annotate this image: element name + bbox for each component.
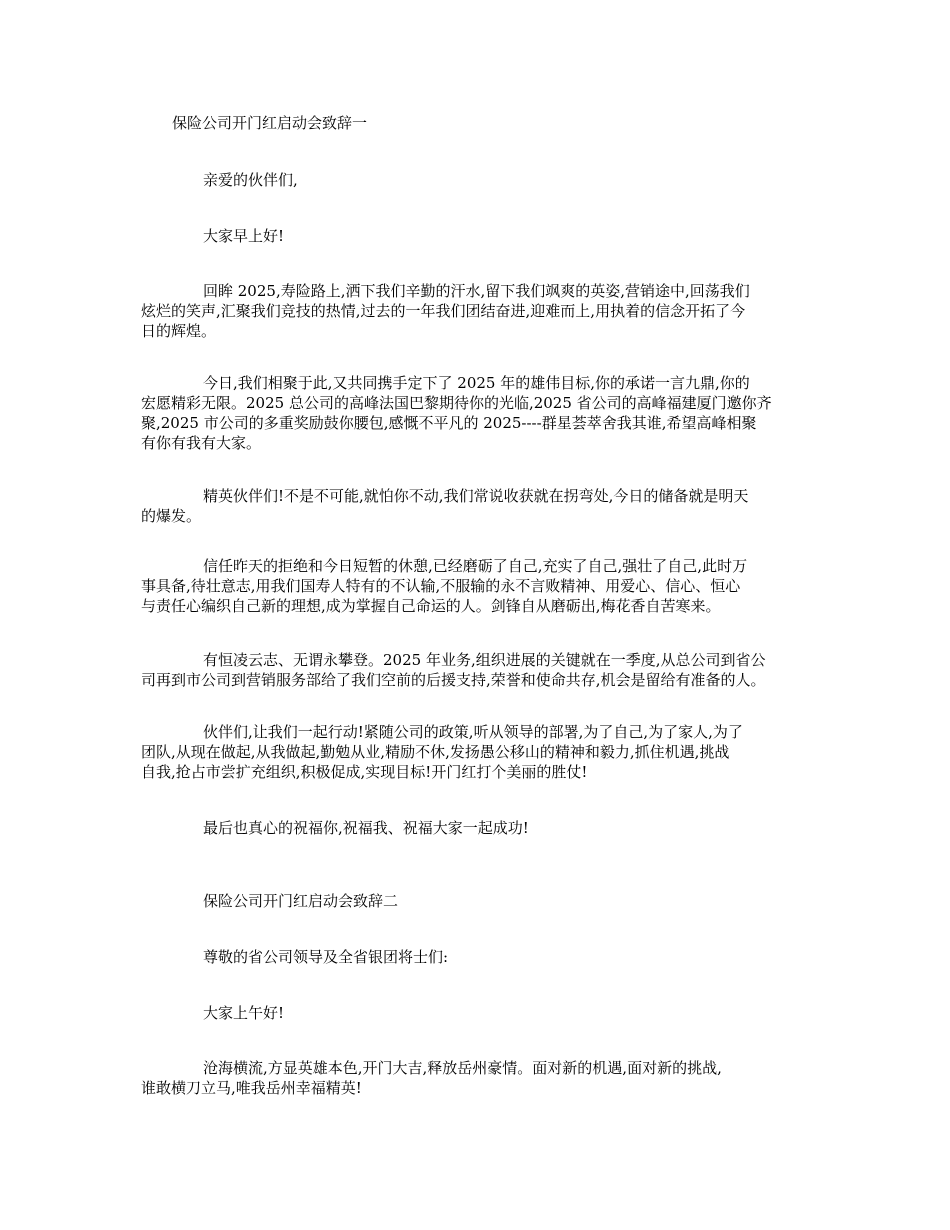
paragraph-trust xyxy=(141,556,821,616)
paragraph-line: 回眸 2025,寿险路上,洒下我们辛勤的汗水,留下我们飒爽的英姿,营销途中,回荡我们 xyxy=(203,282,750,300)
paragraph-heroes xyxy=(141,1058,821,1098)
paragraph-line: 宏愿精彩无限。2025 总公司的高峰法国巴黎期待你的光临,2025 省公司的高峰福建厦门邀你齐 xyxy=(141,394,772,412)
paragraph-line: 与责任心编织自己新的理想,成为掌握自己命运的人。剑锋自从磨砺出,梅花香自苦寒来。 xyxy=(141,597,721,615)
paragraph-ambition xyxy=(141,650,821,690)
closing-blessing: 最后也真心的祝福你,祝福我、祝福大家一起成功! xyxy=(203,819,529,837)
paragraph-line: 司再到市公司到营销服务部给了我们空前的后援支持,荣誉和使命共存,机会是留给有准备的人。 xyxy=(141,671,766,689)
paragraph-line: 炫烂的笑声,汇聚我们竞技的热情,过去的一年我们团结奋进,迎难而上,用执着的信念开拓了今 xyxy=(141,302,746,320)
paragraph-line: 聚,2025 市公司的多重奖励鼓你腰包,感慨不平凡的 2025----群星荟萃舍我其谁,希望高峰相聚 xyxy=(141,414,757,432)
paragraph-elite-partners xyxy=(141,486,821,526)
paragraph-line: 伙伴们,让我们一起行动!紧随公司的政策,听从领导的部署,为了自己,为了家人,为了 xyxy=(203,723,743,741)
paragraph-line: 精英伙伴们!不是不可能,就怕你不动,我们常说收获就在拐弯处,今日的储备就是明天 xyxy=(203,487,749,505)
morning-greeting: 大家上午好! xyxy=(203,1004,285,1022)
greeting-text: 亲爱的伙伴们, xyxy=(203,171,298,189)
morning-greeting: 大家早上好! xyxy=(203,227,285,245)
paragraph-goals xyxy=(141,373,821,453)
paragraph-line: 沧海横流,方显英雄本色,开门大吉,释放岳州豪情。面对新的机遇,面对新的挑战, xyxy=(203,1059,722,1077)
paragraph-line: 自我,抢占市尝扩充组织,积极促成,实现目标!开门红打个美丽的胜仗! xyxy=(141,763,588,781)
greeting-text: 尊敬的省公司领导及全省银团将士们: xyxy=(203,948,449,966)
paragraph-review xyxy=(141,281,821,341)
speech-one-title: 保险公司开门红启动会致辞一 xyxy=(172,114,368,132)
paragraph-line: 今日,我们相聚于此,又共同携手定下了 2025 年的雄伟目标,你的承诺一言九鼎,你的 xyxy=(203,374,750,392)
paragraph-line: 信任昨天的拒绝和今日短暂的休憩,已经磨砺了自己,充实了自己,强壮了自己,此时万 xyxy=(203,557,748,575)
paragraph-line: 谁敢横刀立马,唯我岳州幸福精英! xyxy=(141,1079,362,1097)
paragraph-line: 日的辉煌。 xyxy=(141,322,217,340)
paragraph-action xyxy=(141,722,821,782)
paragraph-line: 团队,从现在做起,从我做起,勤勉从业,精励不休,发扬愚公移山的精神和毅力,抓住机遇,挑战 xyxy=(141,743,730,761)
paragraph-line: 事具备,待壮意志,用我们国寿人特有的不认输,不服输的永不言败精神、用爱心、信心、恒心 xyxy=(141,577,741,595)
speech-two-title: 保险公司开门红启动会致辞二 xyxy=(203,892,399,910)
paragraph-line: 有恒凌云志、无谓永攀登。2025 年业务,组织进展的关键就在一季度,从总公司到省公 xyxy=(203,651,766,669)
paragraph-line: 有你有我有大家。 xyxy=(141,434,262,452)
paragraph-line: 的爆发。 xyxy=(141,507,202,525)
